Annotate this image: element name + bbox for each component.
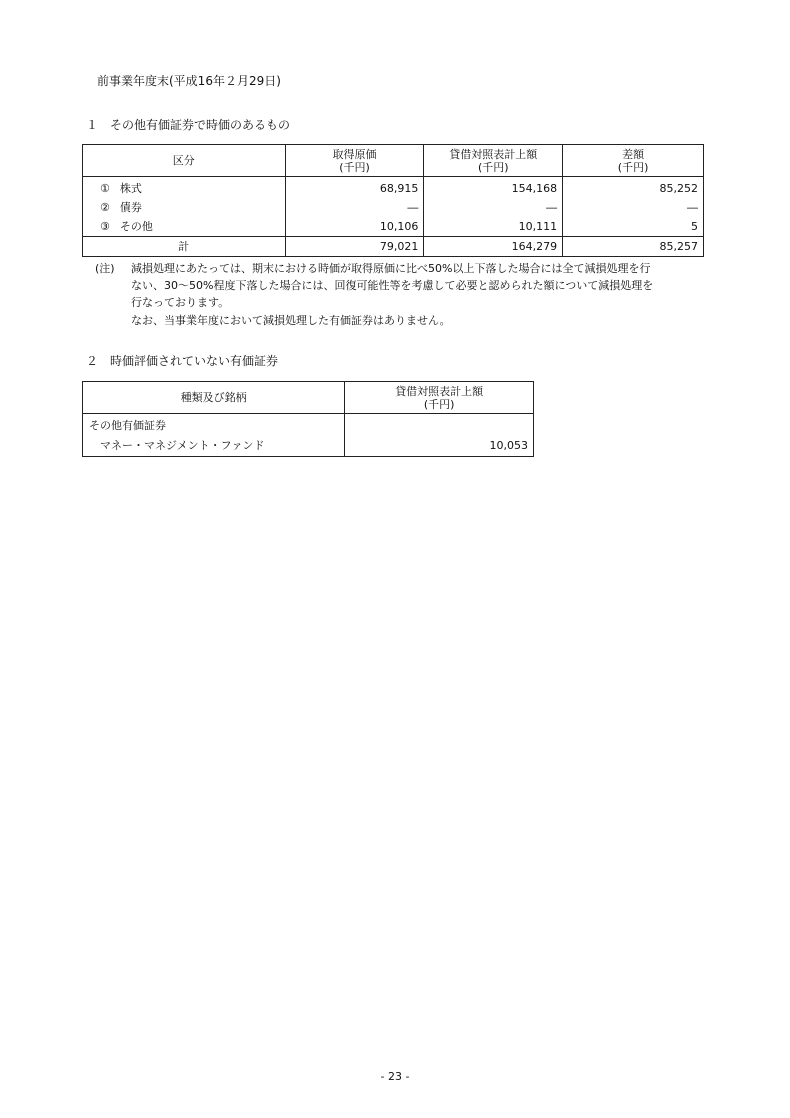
row-label: ③ その他 [83,217,286,237]
note-line: ない、30～50%程度下落した場合には、回復可能性等を考慮して必要と認められた額について減損処理を [131,279,654,292]
item-value: 10,053 [345,436,534,457]
section2-number: ２ [86,354,99,368]
row-label: ② 債券 [83,198,286,217]
cell-difference: 85,252 [563,177,704,199]
note-line: 行なっております。 [131,296,230,309]
col-header-cost: 取得原価 (千円) [285,145,424,177]
note-marker: (注) [95,262,115,275]
table-row [83,414,534,437]
page-heading: 前事業年度末(平成16年２月29日) [97,74,281,88]
table-row [83,177,704,199]
cell-difference: ― [563,198,704,217]
cell-difference: 5 [563,217,704,237]
total-cost: 79,021 [285,237,424,257]
total-row [83,237,704,257]
col-header-type-name: 種類及び銘柄 [83,382,345,414]
total-difference: 85,257 [563,237,704,257]
table-row [83,217,704,237]
col-header-book-value: 貸借対照表計上額 (千円) [424,145,563,177]
item-name: マネー・マネジメント・ファンド [83,436,345,457]
note-line: なお、当事業年度において減損処理した有価証券はありません。 [131,314,451,327]
section1-number: １ [86,118,99,132]
col-header-category: 区分 [83,145,286,177]
section2-table [82,381,534,457]
cell-cost: 68,915 [285,177,424,199]
section2-title: 時価評価されていない有価証券 [110,354,279,368]
total-label: 計 [83,237,286,257]
section1-title: その他有価証券で時価のあるもの [110,118,291,132]
section1-table [82,144,704,257]
category-value [345,414,534,437]
section2-header-row [83,382,534,414]
table-row [83,198,704,217]
cell-cost: ― [285,198,424,217]
row-label: ① 株式 [83,177,286,199]
section1-header-row [83,145,704,177]
cell-book-value: ― [424,198,563,217]
note-line: 減損処理にあたっては、期末における時価が取得原価に比べ50%以上下落した場合には全て減損処理を行 [131,262,651,275]
cell-book-value: 10,111 [424,217,563,237]
page-number: - 23 - [380,1070,410,1083]
cell-cost: 10,106 [285,217,424,237]
col-header-book-value: 貸借対照表計上額 (千円) [345,382,534,414]
col-header-difference: 差額 (千円) [563,145,704,177]
total-book-value: 164,279 [424,237,563,257]
table-row [83,436,534,457]
cell-book-value: 154,168 [424,177,563,199]
category-label: その他有価証券 [83,414,345,437]
